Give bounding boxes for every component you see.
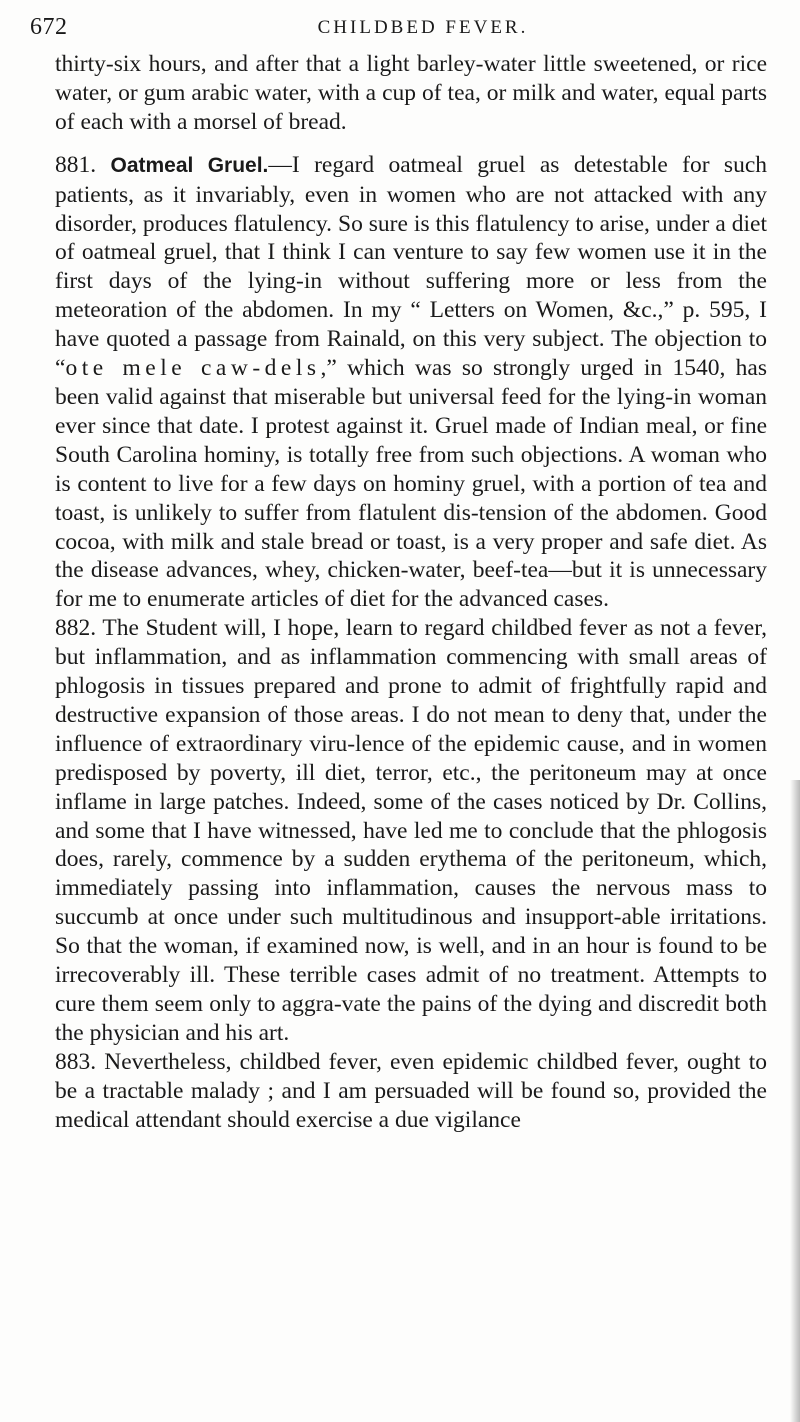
body-text [55,50,767,1135]
section-882: 882. The Student will, I hope, learn to regard childbed fever as not a fever, but inflammation, and as inflammation commencing with small areas of phlogosis in tissues prepared and prone to admit of frightfully rapid and destructive expansion of those areas. I do not mean to deny that, under the influence of extraordinary viru-lence of the epidemic cause, and in women predisposed by poverty, ill diet, terror, etc., the peritoneum may at once inflame in large patches. Indeed, some of the cases noticed by Dr. Collins, and some that I have witnessed, have led me to conclude that the phlogosis does, rarely, commence by a sudden erythema of the peritoneum, which, immediately passing into inflammation, causes the nervous mass to succumb at once under such multitudinous and insupport-able irritations. So that the woman, if examined now, is well, and in an hour is found to be irrecoverably ill. These terrible cases admit of no treatment. Attempts to cure them seem only to aggra-vate the pains of the dying and discredit both the physician and his art. [55,615,767,1046]
running-title: CHILDBED FEVER. [317,17,529,38]
section-881-text-b: ,” which was so strongly urged in 1540, has been valid against that miserable but universal feed for the lying-in woman ever since that date. I protest against it. Gruel made of Indian meal, or fine South Carolina hominy, is totally free from such objections. A woman who is content to live for a few days on hominy gruel, with a portion of tea and toast, is unlikely to suffer from flatulent dis-tension of the abdomen. Good cocoa, with milk and stale bread or toast, is a very proper and safe diet. As the disease advances, whey, chicken-water, beef-tea—but it is unnecessary for me to enumerate articles of diet for the advanced cases. [55,355,767,613]
page-number: 672 [30,14,68,40]
section-881-text-a: —I regard oatmeal gruel as detestable for such patients, as it invariably, even in women who are not attacked with any disorder, produces flatulency. So sure is this flatulency to arise, under a diet of oatmeal gruel, that I think I can venture to say few women use it in the first days of the lying-in without suffering more or less from the meteoration of the abdomen. In my “ Letters on Women, &c.,” p. 595, I have quoted a passage from Rainald, on this very subject. The objection to “ [55,151,767,382]
section-881 [55,151,767,615]
quoted-old-english: ote mele caw-dels [65,355,321,382]
section-title: Oatmeal Gruel. [110,153,269,177]
section-883: 883. Nevertheless, childbed fever, even epidemic childbed fever, ought to be a tractable malady ; and I am persuaded will be found so, provided the medical attendant should exercise a due vigilance [55,1048,767,1133]
page-header [30,8,776,42]
page-edge-shadow [790,780,800,1422]
paragraph-continuation: thirty-six hours, and after that a light barley-water little sweetened, or rice water, or gum arabic water, with a cup of tea, or milk and water, equal parts of each with a morsel of bread. [55,51,767,135]
section-number: 881. [55,151,97,178]
